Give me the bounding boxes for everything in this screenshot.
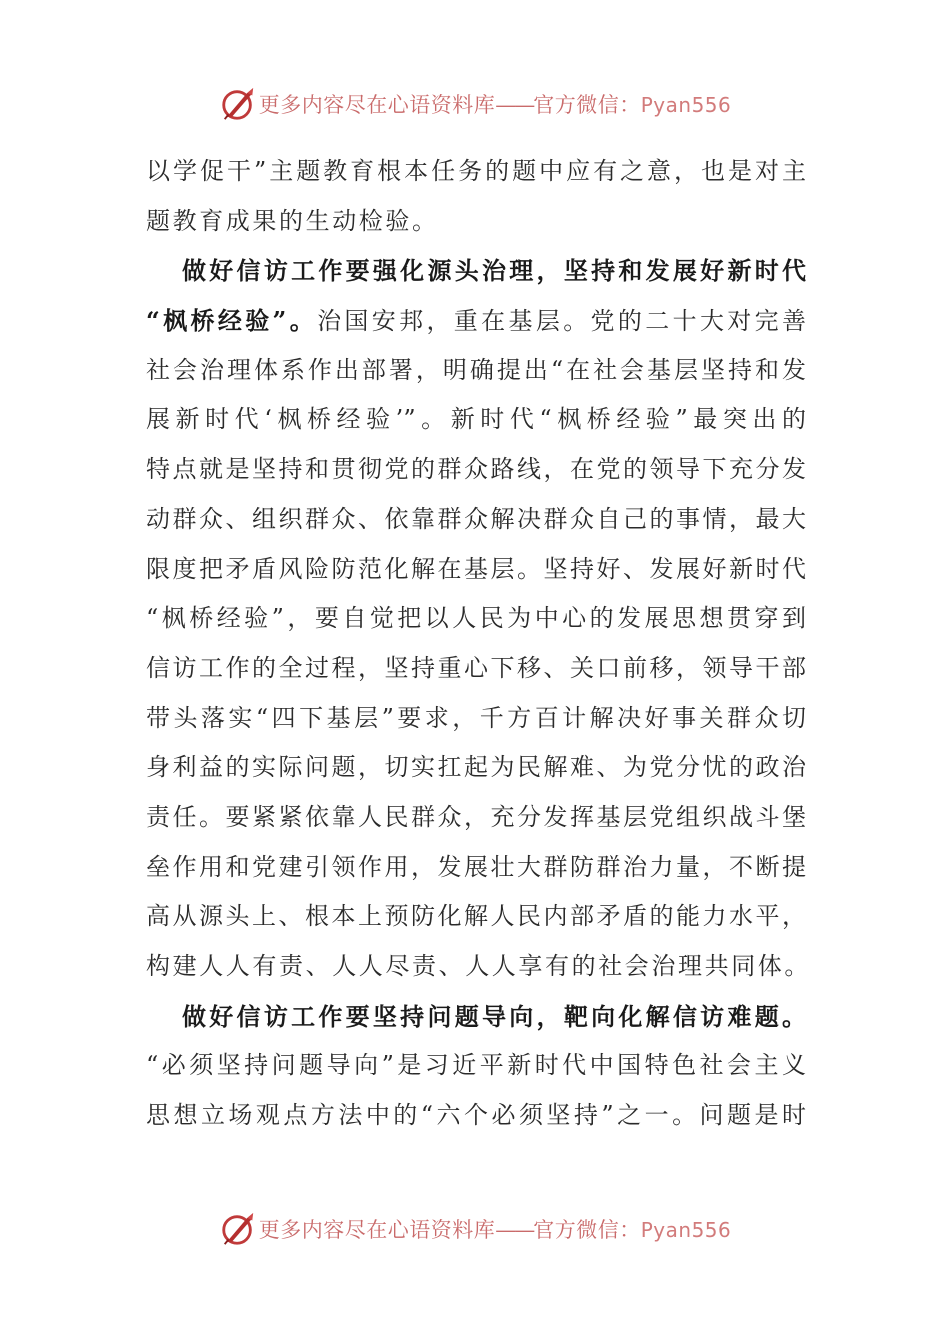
line-text: 以学促干”主题教育根本任务的题中应有之意，也是对主 — [146, 157, 806, 185]
line-text: 构建人人有责、人人尽责、人人享有的社会治理共同体。 — [146, 952, 811, 980]
paragraph-line — [146, 147, 806, 197]
paragraph-line — [146, 296, 806, 346]
line-text: 限度把矛盾风险防范化解在基层。坚持好、发展好新时代 — [146, 554, 806, 583]
banner-text — [259, 1214, 732, 1244]
footer-banner — [0, 1207, 950, 1251]
paragraph-line — [146, 594, 806, 644]
paragraph-line — [146, 197, 806, 247]
paragraph-line — [146, 743, 806, 793]
paragraph-line — [146, 1041, 806, 1091]
banner-wechat-handle: Pyan556 — [640, 93, 732, 117]
line-text: 展新时代‘枫桥经验’”。新时代“枫桥经验”最突出的 — [146, 405, 806, 434]
paragraph-line — [146, 793, 806, 843]
banner-dash: —— — [495, 1218, 534, 1242]
line-text: “必须坚持问题导向”是习近平新时代中国特色社会主义 — [146, 1051, 806, 1080]
paragraph-line — [146, 445, 806, 495]
bold-heading-text: 做好信访工作要强化源头治理，坚持和发展好新时代 — [182, 256, 806, 286]
line-text: 思想立场观点方法中的“六个必须坚持”之一。问题是时 — [146, 1101, 806, 1130]
line-text: 带头落实“四下基层”要求，千方百计解决好事关群众切 — [146, 703, 806, 732]
paragraph-line — [146, 495, 806, 545]
bold-heading-text: “枫桥经验”。 — [146, 306, 318, 336]
paragraph-line — [146, 346, 806, 396]
line-text: 治国安邦，重在基层。党的二十大对完善 — [317, 307, 807, 336]
paragraph-line — [146, 644, 806, 694]
line-text: 题教育成果的生动检验。 — [146, 206, 439, 235]
paragraph-line — [146, 1091, 806, 1141]
quill-pen-icon — [219, 85, 257, 123]
paragraph-line — [146, 694, 806, 744]
banner-wechat-handle: Pyan556 — [640, 1218, 732, 1242]
banner-wechat-label: 官方微信： — [533, 93, 641, 117]
banner-text — [259, 89, 732, 119]
bold-heading-text: 做好信访工作要坚持问题导向，靶向化解信访难题。 — [182, 1001, 806, 1031]
header-banner — [0, 82, 950, 126]
banner-site-name: 更多内容尽在心语资料库 — [258, 1218, 496, 1242]
line-text: 社会治理体系作出部署，明确提出“在社会基层坚持和发 — [146, 355, 806, 384]
document-body — [146, 147, 811, 1141]
line-text: 特点就是坚持和贯彻党的群众路线，在党的领导下充分发 — [146, 455, 806, 484]
banner-dash: —— — [495, 93, 534, 117]
paragraph-line — [146, 992, 806, 1042]
quill-pen-icon — [219, 1210, 257, 1248]
paragraph-line — [146, 545, 806, 595]
line-text: 垒作用和党建引领作用，发展壮大群防群治力量，不断提 — [146, 852, 806, 881]
line-text: 责任。要紧紧依靠人民群众，充分发挥基层党组织战斗堡 — [146, 802, 806, 831]
line-text: 动群众、组织群众、依靠群众解决群众自己的事情，最大 — [146, 504, 806, 533]
banner-site-name: 更多内容尽在心语资料库 — [258, 93, 496, 117]
paragraph-line — [146, 942, 811, 992]
paragraph-line — [146, 892, 806, 942]
line-text: 身利益的实际问题，切实扛起为民解难、为党分忧的政治 — [146, 753, 806, 782]
paragraph-line — [146, 395, 806, 445]
line-text: “枫桥经验”，要自觉把以人民为中心的发展思想贯穿到 — [146, 604, 806, 633]
line-text: 信访工作的全过程，坚持重心下移、关口前移，领导干部 — [146, 653, 806, 682]
banner-wechat-label: 官方微信： — [533, 1218, 641, 1242]
line-text: 高从源头上、根本上预防化解人民内部矛盾的能力水平， — [146, 902, 806, 931]
paragraph-line — [146, 246, 806, 296]
paragraph-line — [146, 843, 806, 893]
